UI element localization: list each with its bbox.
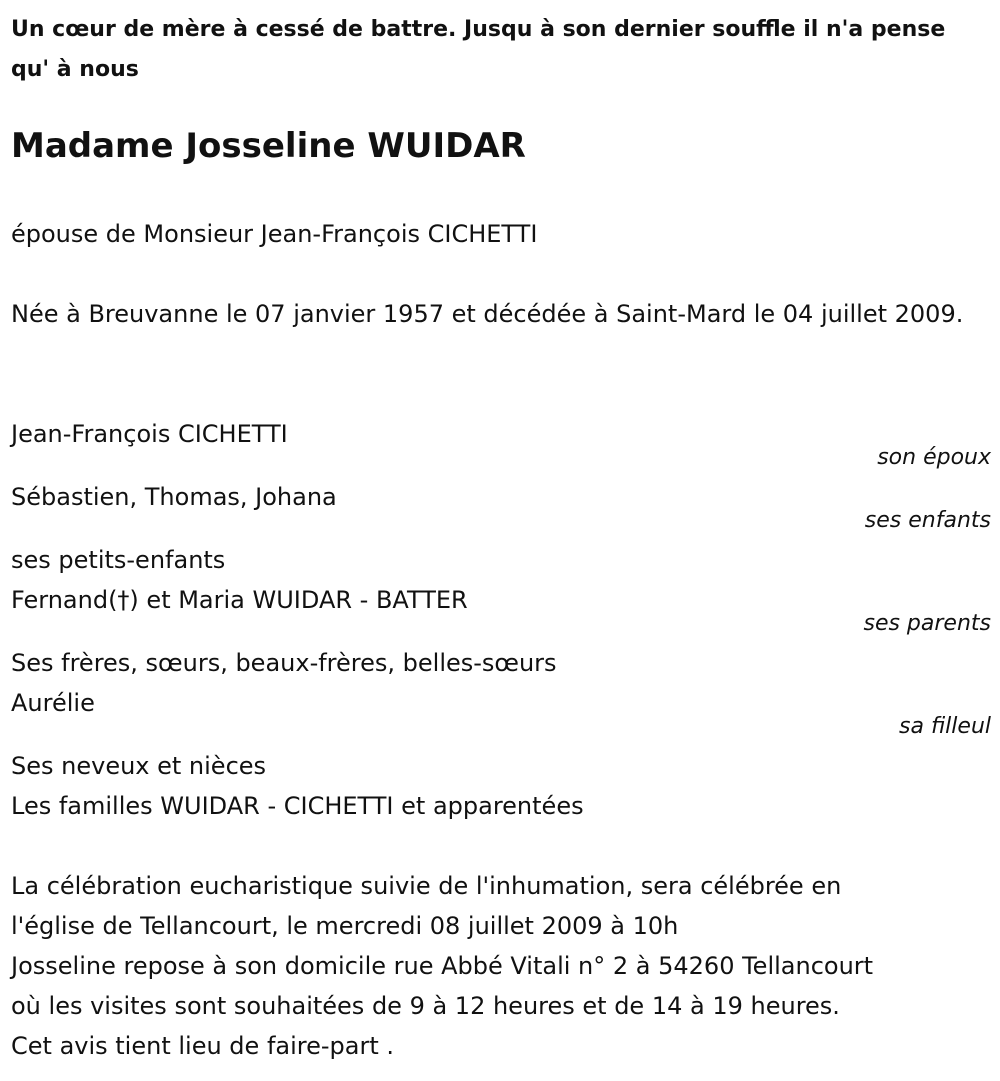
spouse-name: Jean-François CICHETTI <box>11 420 288 448</box>
nephews-line: Ses neveux et nièces <box>11 752 267 780</box>
ceremony-line-1: La célébration eucharistique suivie de l'inhumation, sera célébrée en <box>11 872 842 900</box>
grandchildren-line: ses petits-enfants <box>11 546 226 574</box>
spouse-role: son époux <box>877 445 991 470</box>
ceremony-line-5: Cet avis tient lieu de faire-part . <box>11 1032 395 1060</box>
ceremony-line-3: Josseline repose à son domicile rue Abbé Vitali n° 2 à 54260 Tellancourt <box>11 952 874 980</box>
spouse-line: épouse de Monsieur Jean-François CICHETTI <box>11 220 538 248</box>
children-names: Sébastien, Thomas, Johana <box>11 483 337 511</box>
parents-role: ses parents <box>863 611 991 636</box>
deceased-name: Madame Josseline WUIDAR <box>11 126 526 166</box>
parents-names: Fernand(†) et Maria WUIDAR - BATTER <box>11 586 468 614</box>
intro-text: Un cœur de mère à cessé de battre. Jusqu à son dernier souffle il n'a pense qu' à nous <box>11 17 946 82</box>
birth-death-line: Née à Breuvanne le 07 janvier 1957 et décédée à Saint-Mard le 04 juillet 2009. <box>11 300 964 328</box>
goddaughter-role: sa filleul <box>899 714 991 739</box>
children-role: ses enfants <box>864 508 991 533</box>
goddaughter-name: Aurélie <box>11 689 95 717</box>
siblings-line: Ses frères, sœurs, beaux-frères, belles-sœurs <box>11 649 557 677</box>
ceremony-line-2: l'église de Tellancourt, le mercredi 08 juillet 2009 à 10h <box>11 912 679 940</box>
ceremony-line-4: où les visites sont souhaitées de 9 à 12 heures et de 14 à 19 heures. <box>11 992 840 1020</box>
families-line: Les familles WUIDAR - CICHETTI et apparentées <box>11 792 584 820</box>
ceremony-block <box>11 866 986 1066</box>
